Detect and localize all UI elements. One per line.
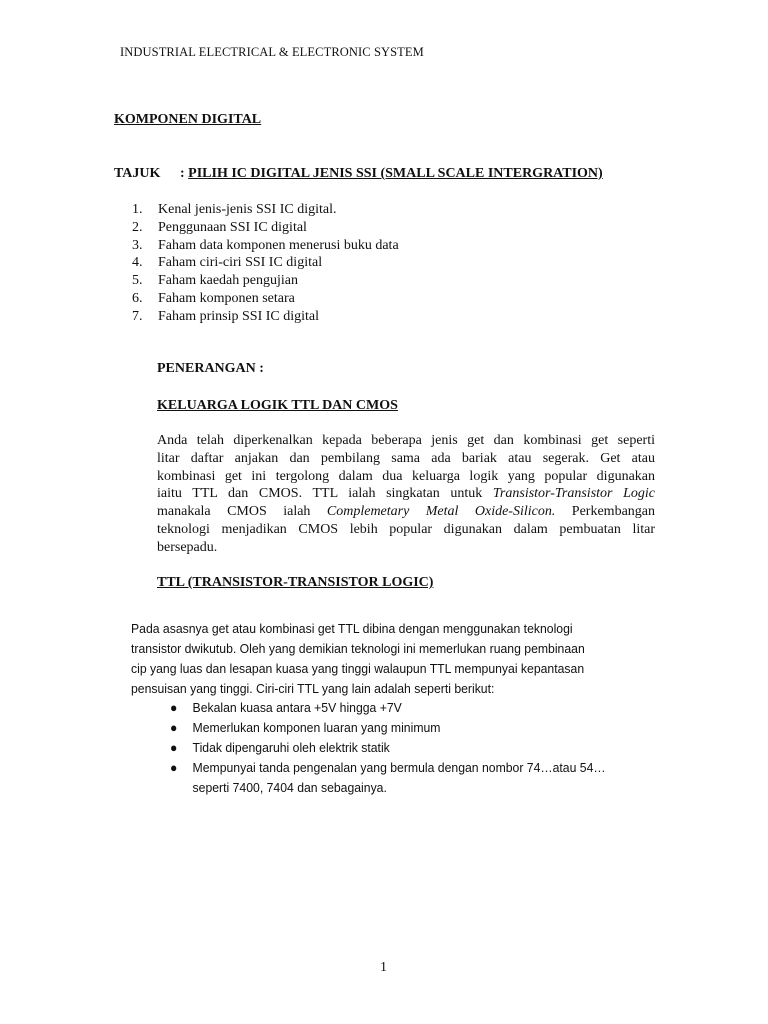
penerangan-heading: PENERANGAN : <box>157 361 264 376</box>
list-item: ● Mempunyai tanda pengenalan yang bermula dengan nombor 74…atau 54… seperti 7400, 7404 dan sebagainya. <box>170 760 606 795</box>
list-item: 5. Faham kaedah pengujian <box>132 273 298 289</box>
section-title: KOMPONEN DIGITAL <box>114 112 262 127</box>
bullet-icon: ● <box>170 760 178 775</box>
bullet-icon: ● <box>170 700 178 715</box>
tajuk-label: TAJUK <box>114 166 161 181</box>
objectives-list <box>132 201 399 326</box>
ttl-features-list <box>170 698 606 798</box>
tajuk-title: PILIH IC DIGITAL JENIS SSI (SMALL SCALE INTERGRATION) <box>188 166 603 181</box>
ttl-heading: TTL (TRANSISTOR-TRANSISTOR LOGIC) <box>157 575 434 590</box>
keluarga-heading: KELUARGA LOGIK TTL DAN CMOS <box>157 398 398 413</box>
list-item: ● Tidak dipengaruhi oleh elektrik statik <box>170 738 606 758</box>
list-item: 6. Faham komponen setara <box>132 290 295 306</box>
list-item: 1. Kenal jenis-jenis SSI IC digital. <box>132 202 337 217</box>
list-item: ● Bekalan kuasa antara +5V hingga +7V <box>170 698 606 718</box>
list-item: 7. Faham prinsip SSI IC digital <box>132 308 319 324</box>
keluarga-paragraph: Anda telah diperkenalkan kepada beberapa jenis get dan kombinasi get seperti litar daftar anjakan dan pembilang sama ada bariak atau segerak. Get atau kombinasi get ini tergolong dalam dua keluarga logik yang popular digunakan iaitu TTL dan CMOS. TTL ialah singkatan untuk Transistor-Transistor Logic manakala CMOS ialah Complemetary Metal Oxide-Silicon. Perkembangan teknologi menjadikan CMOS lebih popular digunakan dalam pembuatan litar bersepadu. <box>157 433 656 555</box>
list-item: 2. Penggunaan SSI IC digital <box>132 219 307 235</box>
list-item: 3. Faham data komponen menerusi buku data <box>132 237 399 253</box>
tajuk-line <box>114 166 603 182</box>
bullet-icon: ● <box>170 720 178 735</box>
list-item: ● Memerlukan komponen luaran yang minimum <box>170 718 606 738</box>
page-number: 1 <box>380 960 387 975</box>
ttl-paragraph: Pada asasnya get atau kombinasi get TTL dibina dengan menggunakan teknologi transistor dwikutub. Oleh yang demikian teknologi ini memerlukan ruang pembinaan cip yang luas dan lesapan kuasa yang tinggi walaupun TTL mempunyai kepantasan pensuisan yang tinggi. Ciri-ciri TTL yang lain adalah seperti berikut: <box>131 621 585 696</box>
page-header: INDUSTRIAL ELECTRICAL & ELECTRONIC SYSTEM <box>120 45 424 59</box>
bullet-icon: ● <box>170 740 178 755</box>
tajuk-colon: : <box>180 166 189 181</box>
list-item: 4. Faham ciri-ciri SSI IC digital <box>132 255 323 271</box>
